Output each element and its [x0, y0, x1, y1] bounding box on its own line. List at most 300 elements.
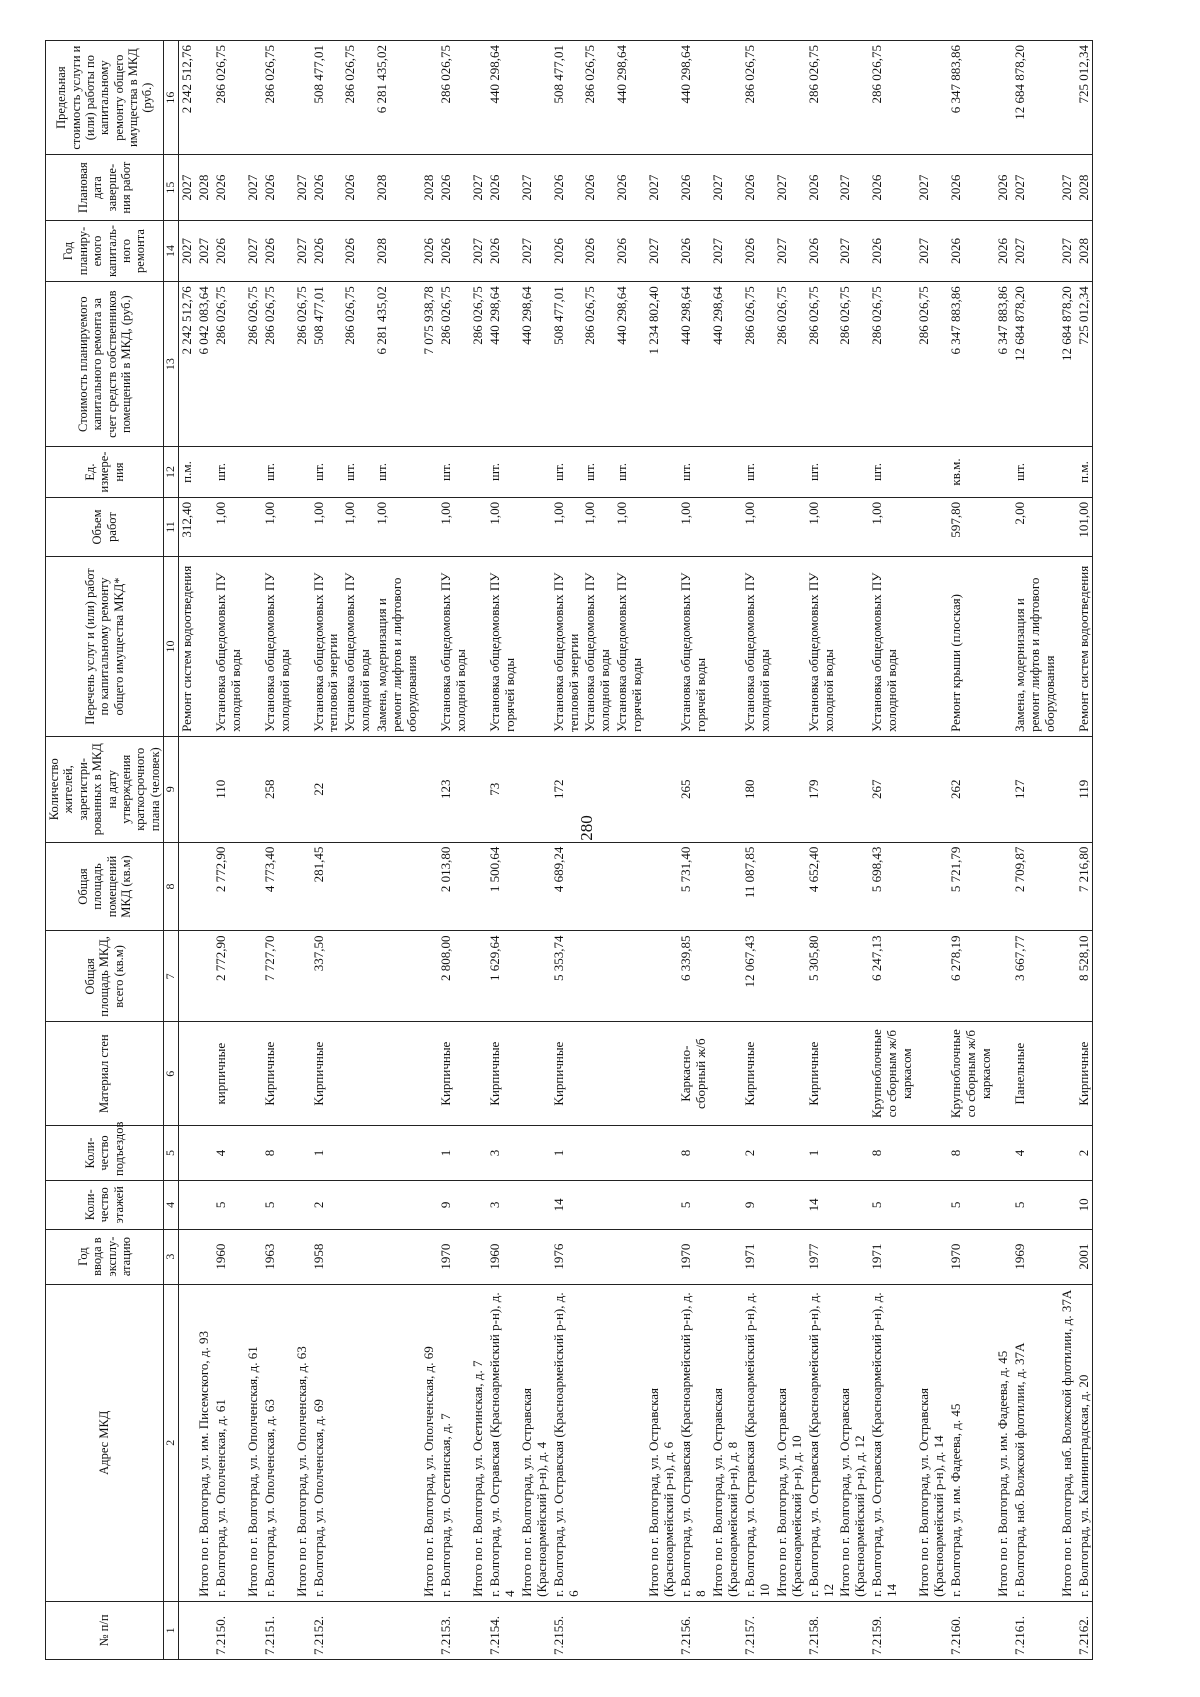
cell-entrances — [614, 1126, 646, 1181]
cell-repair-year: 2026 — [342, 220, 374, 281]
header-cell: Год планиру-емого капиталь-ного ремонта — [46, 220, 164, 281]
cell-year-built — [470, 1229, 487, 1284]
cell-work-type — [245, 557, 262, 737]
cell-max-cost: 286 026,75 — [742, 41, 774, 155]
cell-unit: шт. — [262, 447, 294, 498]
cell-work-volume — [774, 497, 806, 556]
column-number-row — [164, 41, 179, 1660]
cell-address — [582, 1284, 614, 1601]
cell-repair-year: 2026 — [311, 220, 343, 281]
rotated-table-wrapper — [45, 40, 1145, 1660]
table-row — [869, 41, 916, 1660]
cell-total-area — [294, 931, 311, 1022]
table-row — [213, 41, 245, 1660]
cell-entrances — [374, 1126, 421, 1181]
cell-total-area: 8 528,10 — [1076, 931, 1093, 1022]
cell-floors: 5 — [1012, 1180, 1059, 1229]
cell-repair-year: 2026 — [551, 220, 583, 281]
cell-total-area — [519, 931, 551, 1022]
table-row — [551, 41, 583, 1660]
cell-completion-date: 2027 — [646, 155, 678, 221]
column-number: 6 — [164, 1022, 179, 1126]
cell-year-built: 1971 — [742, 1229, 774, 1284]
cell-wall-material — [614, 1022, 646, 1126]
cell-premises-area — [519, 842, 551, 931]
cell-completion-date: 2028 — [1076, 155, 1093, 221]
cell-address: Итого по г. Волгоград, ул. им. Писемского, д. 93 — [196, 1284, 213, 1601]
cell-work-type: Ремонт систем водоотведения — [179, 557, 196, 737]
cell-wall-material: Крупноблочные со сборным ж/б каркасом — [869, 1022, 916, 1126]
cell-unit: шт. — [487, 447, 519, 498]
column-number: 13 — [164, 282, 179, 447]
cell-unit: шт. — [374, 447, 421, 498]
cell-premises-area — [837, 842, 869, 931]
cell-max-cost — [916, 41, 948, 155]
cell-address: Итого по г. Волгоград, ул. им. Фадеева, д. 45 — [995, 1284, 1012, 1601]
cell-premises-area — [179, 842, 196, 931]
cell-unit: шт. — [342, 447, 374, 498]
cell-planned-cost: 440 298,64 — [710, 282, 742, 447]
table-row — [438, 41, 470, 1660]
cell-completion-date: 2026 — [742, 155, 774, 221]
cell-repair-year: 2027 — [196, 220, 213, 281]
cell-work-type: Ремонт крыши (плоская) — [948, 557, 995, 737]
cell-entrances — [837, 1126, 869, 1181]
cell-year-built: 1971 — [869, 1229, 916, 1284]
cell-residents — [421, 736, 438, 842]
table-row — [948, 41, 995, 1660]
cell-wall-material: Кирпичные — [806, 1022, 838, 1126]
cell-work-type: Установка общедомовых ПУ тепловой энергии — [311, 557, 343, 737]
cell-year-built: 1970 — [948, 1229, 995, 1284]
cell-year-built — [245, 1229, 262, 1284]
cell-work-type — [470, 557, 487, 737]
cell-work-type: Установка общедомовых ПУ тепловой энергии — [551, 557, 583, 737]
cell-residents: 127 — [1012, 736, 1059, 842]
cell-max-cost: 286 026,75 — [438, 41, 470, 155]
cell-unit: п.м. — [1076, 447, 1093, 498]
cell-total-area: 5 353,74 — [551, 931, 583, 1022]
cell-wall-material — [421, 1022, 438, 1126]
cell-residents: 179 — [806, 736, 838, 842]
cell-planned-cost: 12 684 878,20 — [1012, 282, 1059, 447]
cell-year-built — [342, 1229, 374, 1284]
cell-row-number: 7.2159. — [869, 1601, 916, 1659]
cell-planned-cost: 6 347 883,86 — [995, 282, 1012, 447]
cell-work-volume — [294, 497, 311, 556]
cell-planned-cost: 286 026,75 — [806, 282, 838, 447]
cell-total-area: 2 772,90 — [213, 931, 245, 1022]
cell-row-number — [1059, 1601, 1076, 1659]
cell-work-volume — [710, 497, 742, 556]
cell-total-area — [995, 931, 1012, 1022]
cell-premises-area: 5 731,40 — [678, 842, 710, 931]
table-row — [245, 41, 262, 1660]
cell-premises-area — [245, 842, 262, 931]
cell-total-area — [614, 931, 646, 1022]
cell-wall-material: Кирпичные — [262, 1022, 294, 1126]
cell-completion-date: 2027 — [294, 155, 311, 221]
cell-floors — [196, 1180, 213, 1229]
cell-max-cost: 12 684 878,20 — [1012, 41, 1059, 155]
cell-row-number — [916, 1601, 948, 1659]
cell-max-cost: 2 242 512,76 — [179, 41, 196, 155]
cell-premises-area — [294, 842, 311, 931]
cell-residents — [837, 736, 869, 842]
cell-floors — [774, 1180, 806, 1229]
cell-total-area — [196, 931, 213, 1022]
cell-total-area — [421, 931, 438, 1022]
cell-row-number — [179, 1601, 196, 1659]
cell-entrances — [774, 1126, 806, 1181]
cell-planned-cost: 286 026,75 — [438, 282, 470, 447]
cell-completion-date: 2026 — [213, 155, 245, 221]
cell-entrances — [245, 1126, 262, 1181]
cell-entrances — [582, 1126, 614, 1181]
cell-unit — [837, 447, 869, 498]
cell-repair-year: 2026 — [614, 220, 646, 281]
cell-unit — [710, 447, 742, 498]
cell-wall-material: Панельные — [1012, 1022, 1059, 1126]
cell-work-type — [995, 557, 1012, 737]
cell-premises-area: 5 721,79 — [948, 842, 995, 931]
cell-work-type — [294, 557, 311, 737]
cell-row-number — [774, 1601, 806, 1659]
table-row — [678, 41, 710, 1660]
cell-unit: шт. — [311, 447, 343, 498]
cell-premises-area — [196, 842, 213, 931]
header-cell: № п/п — [46, 1601, 164, 1659]
cell-address: Итого по г. Волгоград, ул. Ополченская, д. 61 — [245, 1284, 262, 1601]
cell-premises-area: 1 500,64 — [487, 842, 519, 931]
cell-work-volume: 1,00 — [614, 497, 646, 556]
cell-address: г. Волгоград, ул. Остравская (Красноармейский р-н), д. 4 — [487, 1284, 519, 1601]
cell-address: г. Волгоград, ул. Остравская (Красноармейский р-н), д. 10 — [742, 1284, 774, 1601]
header-cell: Коли-чество этажей — [46, 1180, 164, 1229]
cell-year-built: 1960 — [213, 1229, 245, 1284]
cell-work-type — [916, 557, 948, 737]
cell-year-built — [1059, 1229, 1076, 1284]
cell-residents: 265 — [678, 736, 710, 842]
cell-entrances: 8 — [678, 1126, 710, 1181]
cell-premises-area: 4 689,24 — [551, 842, 583, 931]
header-cell: Адрес МКД — [46, 1284, 164, 1601]
cell-repair-year: 2028 — [1076, 220, 1093, 281]
cell-floors — [342, 1180, 374, 1229]
cell-total-area: 5 305,80 — [806, 931, 838, 1022]
cell-work-volume: 1,00 — [742, 497, 774, 556]
cell-unit: шт. — [213, 447, 245, 498]
cell-total-area — [374, 931, 421, 1022]
cell-row-number — [837, 1601, 869, 1659]
cell-residents — [774, 736, 806, 842]
cell-work-volume: 1,00 — [869, 497, 916, 556]
cell-planned-cost: 6 347 883,86 — [948, 282, 995, 447]
cell-work-type: Установка общедомовых ПУ горячей воды — [614, 557, 646, 737]
cell-work-volume: 1,00 — [342, 497, 374, 556]
cell-repair-year: 2026 — [806, 220, 838, 281]
cell-completion-date: 2026 — [806, 155, 838, 221]
cell-floors: 2 — [311, 1180, 343, 1229]
cell-work-volume: 1,00 — [438, 497, 470, 556]
cell-planned-cost: 286 026,75 — [582, 282, 614, 447]
cell-work-type — [710, 557, 742, 737]
cell-wall-material — [196, 1022, 213, 1126]
cell-max-cost — [245, 41, 262, 155]
column-number: 10 — [164, 557, 179, 737]
column-number: 8 — [164, 842, 179, 931]
cell-wall-material — [837, 1022, 869, 1126]
cell-work-type: Установка общедомовых ПУ холодной воды — [582, 557, 614, 737]
cell-repair-year: 2027 — [245, 220, 262, 281]
cell-work-type: Ремонт систем водоотведения — [1076, 557, 1093, 737]
cell-total-area: 6 278,19 — [948, 931, 995, 1022]
cell-planned-cost: 286 026,75 — [213, 282, 245, 447]
cell-max-cost — [519, 41, 551, 155]
table-row — [916, 41, 948, 1660]
cell-year-built — [916, 1229, 948, 1284]
cell-entrances: 4 — [1012, 1126, 1059, 1181]
cell-work-type — [519, 557, 551, 737]
cell-completion-date: 2027 — [179, 155, 196, 221]
cell-completion-date: 2027 — [470, 155, 487, 221]
cell-completion-date: 2027 — [245, 155, 262, 221]
cell-residents: 267 — [869, 736, 916, 842]
table-row — [294, 41, 311, 1660]
cell-max-cost — [196, 41, 213, 155]
cell-premises-area — [710, 842, 742, 931]
cell-row-number: 7.2150. — [213, 1601, 245, 1659]
cell-entrances: 2 — [742, 1126, 774, 1181]
cell-year-built — [710, 1229, 742, 1284]
cell-completion-date: 2027 — [837, 155, 869, 221]
table-row — [742, 41, 774, 1660]
cell-total-area — [916, 931, 948, 1022]
cell-floors: 14 — [806, 1180, 838, 1229]
cell-completion-date: 2026 — [262, 155, 294, 221]
cell-repair-year: 2026 — [948, 220, 995, 281]
cell-planned-cost: 440 298,64 — [678, 282, 710, 447]
cell-completion-date: 2026 — [582, 155, 614, 221]
cell-row-number: 7.2155. — [551, 1601, 583, 1659]
cell-repair-year: 2027 — [916, 220, 948, 281]
cell-unit — [646, 447, 678, 498]
table-row — [374, 41, 421, 1660]
cell-planned-cost: 286 026,75 — [774, 282, 806, 447]
cell-entrances — [995, 1126, 1012, 1181]
cell-residents — [245, 736, 262, 842]
cell-entrances — [196, 1126, 213, 1181]
cell-work-type — [774, 557, 806, 737]
cell-planned-cost: 12 684 878,20 — [1059, 282, 1076, 447]
cell-year-built — [646, 1229, 678, 1284]
cell-residents — [710, 736, 742, 842]
cell-repair-year: 2028 — [374, 220, 421, 281]
cell-planned-cost: 440 298,64 — [487, 282, 519, 447]
table-row — [837, 41, 869, 1660]
cell-entrances — [710, 1126, 742, 1181]
cell-total-area: 3 667,77 — [1012, 931, 1059, 1022]
header-cell: Общая площадь МКД, всего (кв.м) — [46, 931, 164, 1022]
cell-entrances: 8 — [869, 1126, 916, 1181]
table-row — [311, 41, 343, 1660]
cell-completion-date: 2027 — [916, 155, 948, 221]
cell-entrances — [1059, 1126, 1076, 1181]
cell-wall-material: Кирпичные — [1076, 1022, 1093, 1126]
cell-floors — [710, 1180, 742, 1229]
cell-total-area: 337,50 — [311, 931, 343, 1022]
cell-floors — [179, 1180, 196, 1229]
cell-total-area — [837, 931, 869, 1022]
cell-planned-cost: 2 242 512,76 — [179, 282, 196, 447]
cell-max-cost: 6 281 435,02 — [374, 41, 421, 155]
cell-total-area — [1059, 931, 1076, 1022]
cell-year-built: 1970 — [678, 1229, 710, 1284]
cell-wall-material — [374, 1022, 421, 1126]
cell-address: г. Волгоград, ул. Остравская (Красноармейский р-н), д. 14 — [869, 1284, 916, 1601]
cell-residents — [582, 736, 614, 842]
table-row — [806, 41, 838, 1660]
cell-wall-material: Кирпичные — [551, 1022, 583, 1126]
cell-residents — [1059, 736, 1076, 842]
cell-premises-area — [470, 842, 487, 931]
cell-repair-year: 2027 — [837, 220, 869, 281]
cell-year-built — [196, 1229, 213, 1284]
cell-unit — [916, 447, 948, 498]
header-row — [46, 41, 164, 1660]
cell-residents — [519, 736, 551, 842]
header-cell: Общая площадь помещений МКД (кв.м) — [46, 842, 164, 931]
cell-row-number: 7.2161. — [1012, 1601, 1059, 1659]
cell-total-area — [774, 931, 806, 1022]
cell-work-volume — [1059, 497, 1076, 556]
table-row — [262, 41, 294, 1660]
cell-row-number — [519, 1601, 551, 1659]
cell-wall-material — [995, 1022, 1012, 1126]
cell-repair-year: 2027 — [179, 220, 196, 281]
cell-max-cost — [837, 41, 869, 155]
cell-work-volume: 1,00 — [806, 497, 838, 556]
cell-work-volume: 1,00 — [551, 497, 583, 556]
cell-residents — [342, 736, 374, 842]
cell-work-volume: 312,40 — [179, 497, 196, 556]
cell-year-built: 1958 — [311, 1229, 343, 1284]
cell-max-cost: 440 298,64 — [487, 41, 519, 155]
cell-unit: шт. — [582, 447, 614, 498]
cell-year-built: 1960 — [487, 1229, 519, 1284]
cell-address — [614, 1284, 646, 1601]
cell-planned-cost: 286 026,75 — [470, 282, 487, 447]
table-row — [774, 41, 806, 1660]
cell-repair-year: 2026 — [262, 220, 294, 281]
cell-premises-area — [774, 842, 806, 931]
cell-residents — [196, 736, 213, 842]
cell-work-type: Замена, модернизация и ремонт лифтов и лифтового оборудования — [1012, 557, 1059, 737]
cell-residents — [614, 736, 646, 842]
cell-premises-area: 4 773,40 — [262, 842, 294, 931]
cell-row-number — [342, 1601, 374, 1659]
cell-address: Итого по г. Волгоград, ул. Осетинская, д. 7 — [470, 1284, 487, 1601]
cell-max-cost: 508 477,01 — [311, 41, 343, 155]
cell-row-number: 7.2154. — [487, 1601, 519, 1659]
header-cell: Объем работ — [46, 497, 164, 556]
cell-total-area — [342, 931, 374, 1022]
cell-completion-date: 2028 — [196, 155, 213, 221]
cell-total-area — [646, 931, 678, 1022]
cell-work-volume: 1,00 — [678, 497, 710, 556]
table-row — [614, 41, 646, 1660]
column-number: 7 — [164, 931, 179, 1022]
table-body — [179, 41, 1093, 1660]
cell-floors: 14 — [551, 1180, 583, 1229]
cell-work-type: Установка общедомовых ПУ холодной воды — [213, 557, 245, 737]
cell-address: г. Волгоград, ул. им. Фадеева, д. 45 — [948, 1284, 995, 1601]
cell-floors — [582, 1180, 614, 1229]
cell-max-cost — [646, 41, 678, 155]
cell-wall-material: Кирпичные — [311, 1022, 343, 1126]
column-number: 16 — [164, 41, 179, 155]
cell-work-volume: 597,80 — [948, 497, 995, 556]
cell-total-area — [470, 931, 487, 1022]
cell-work-volume — [995, 497, 1012, 556]
cell-residents: 123 — [438, 736, 470, 842]
header-cell: Год ввода в эксплу-атацию — [46, 1229, 164, 1284]
cell-address: Итого по г. Волгоград, ул. Остравская (Красноармейский р-н), д. 8 — [710, 1284, 742, 1601]
cell-total-area: 7 727,70 — [262, 931, 294, 1022]
cell-work-volume — [916, 497, 948, 556]
cell-address: г. Волгоград, ул. Ополченская, д. 63 — [262, 1284, 294, 1601]
column-number: 14 — [164, 220, 179, 281]
cell-total-area: 6 247,13 — [869, 931, 916, 1022]
cell-entrances — [916, 1126, 948, 1181]
cell-row-number: 7.2152. — [311, 1601, 343, 1659]
cell-year-built: 1977 — [806, 1229, 838, 1284]
cell-work-volume: 1,00 — [374, 497, 421, 556]
cell-completion-date: 2026 — [678, 155, 710, 221]
cell-entrances: 1 — [438, 1126, 470, 1181]
cell-address — [374, 1284, 421, 1601]
cell-work-type: Установка общедомовых ПУ холодной воды — [262, 557, 294, 737]
cell-premises-area — [916, 842, 948, 931]
cell-residents — [294, 736, 311, 842]
cell-year-built — [294, 1229, 311, 1284]
cell-residents — [995, 736, 1012, 842]
cell-work-type — [196, 557, 213, 737]
cell-address: Итого по г. Волгоград, ул. Остравская (Красноармейский р-н), д. 12 — [837, 1284, 869, 1601]
cell-floors: 5 — [948, 1180, 995, 1229]
cell-premises-area: 2 772,90 — [213, 842, 245, 931]
cell-planned-cost: 286 026,75 — [262, 282, 294, 447]
cell-work-type: Установка общедомовых ПУ горячей воды — [678, 557, 710, 737]
table-row — [179, 41, 196, 1660]
cell-work-type — [421, 557, 438, 737]
cell-total-area — [710, 931, 742, 1022]
cell-entrances: 1 — [311, 1126, 343, 1181]
cell-premises-area — [374, 842, 421, 931]
cell-entrances — [470, 1126, 487, 1181]
cell-address: г. Волгоград, ул. Остравская (Красноармейский р-н), д. 8 — [678, 1284, 710, 1601]
cell-work-volume — [519, 497, 551, 556]
cell-work-volume — [196, 497, 213, 556]
cell-row-number: 7.2157. — [742, 1601, 774, 1659]
cell-repair-year: 2026 — [869, 220, 916, 281]
cell-repair-year: 2026 — [421, 220, 438, 281]
cell-work-type: Установка общедомовых ПУ холодной воды — [742, 557, 774, 737]
cell-completion-date: 2026 — [948, 155, 995, 221]
cell-total-area — [179, 931, 196, 1022]
cell-address: г. Волгоград, ул. Осетинская, д. 7 — [438, 1284, 470, 1601]
cell-wall-material: Кирпичные — [487, 1022, 519, 1126]
